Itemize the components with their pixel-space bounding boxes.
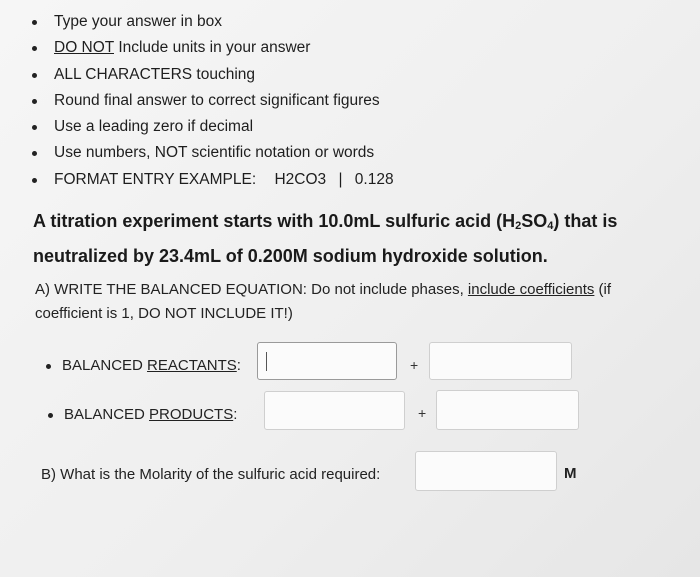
format-example-number: 0.128 [354,170,394,188]
instruction-item: Use numbers, NOT scientific notation or words [26,143,394,169]
reactants-label: BALANCED REACTANTS: [62,356,241,376]
format-separator: | [338,170,343,188]
part-b-row [0,451,700,491]
instruction-item: ALL CHARACTERS touching [26,65,394,91]
product-1-input[interactable] [264,391,405,430]
question-text: A titration experiment starts with 10.0mL sulfuric acid $(H_2SO_4)$ that is neutralized by 23.4mL of 0.200M sodium hydroxide solution. [33,211,618,266]
text-cursor [266,352,267,371]
reactant-2-input[interactable] [429,342,572,380]
product-2-input[interactable] [436,390,579,430]
instruction-item: Type your answer in box [26,12,394,38]
do-not-emphasis: DO NOT [54,39,114,57]
bullet-icon [46,364,51,369]
plus-sign: + [418,405,427,421]
reactant-1-input[interactable] [257,342,397,380]
format-example-formula: H2CO3 [274,170,327,188]
include-coefficients-emphasis: include coefficients [467,281,595,298]
instruction-item-format [26,170,394,196]
part-a-instructions: A) WRITE THE BALANCED EQUATION: Do not include phases, include coefficients (if coefficient is 1, DO NOT INCLUDE IT!) [35,281,612,322]
products-row [0,390,700,430]
products-label: BALANCED PRODUCTS: [64,405,237,425]
molarity-unit: M [564,465,577,482]
instruction-item: Use a leading zero if decimal [26,117,394,143]
plus-sign: + [410,357,419,373]
instruction-item: Round final answer to correct significant figures [26,91,394,117]
format-label: FORMAT ENTRY EXAMPLE: [54,170,257,188]
part-b-question: B) What is the Molarity of the sulfuric acid required: [41,466,381,483]
reactants-row [0,342,700,382]
molarity-input[interactable] [415,451,557,491]
bullet-icon [48,413,53,418]
instructions-list [26,12,394,196]
instruction-item: DO NOT Include units in your answer [26,38,394,64]
